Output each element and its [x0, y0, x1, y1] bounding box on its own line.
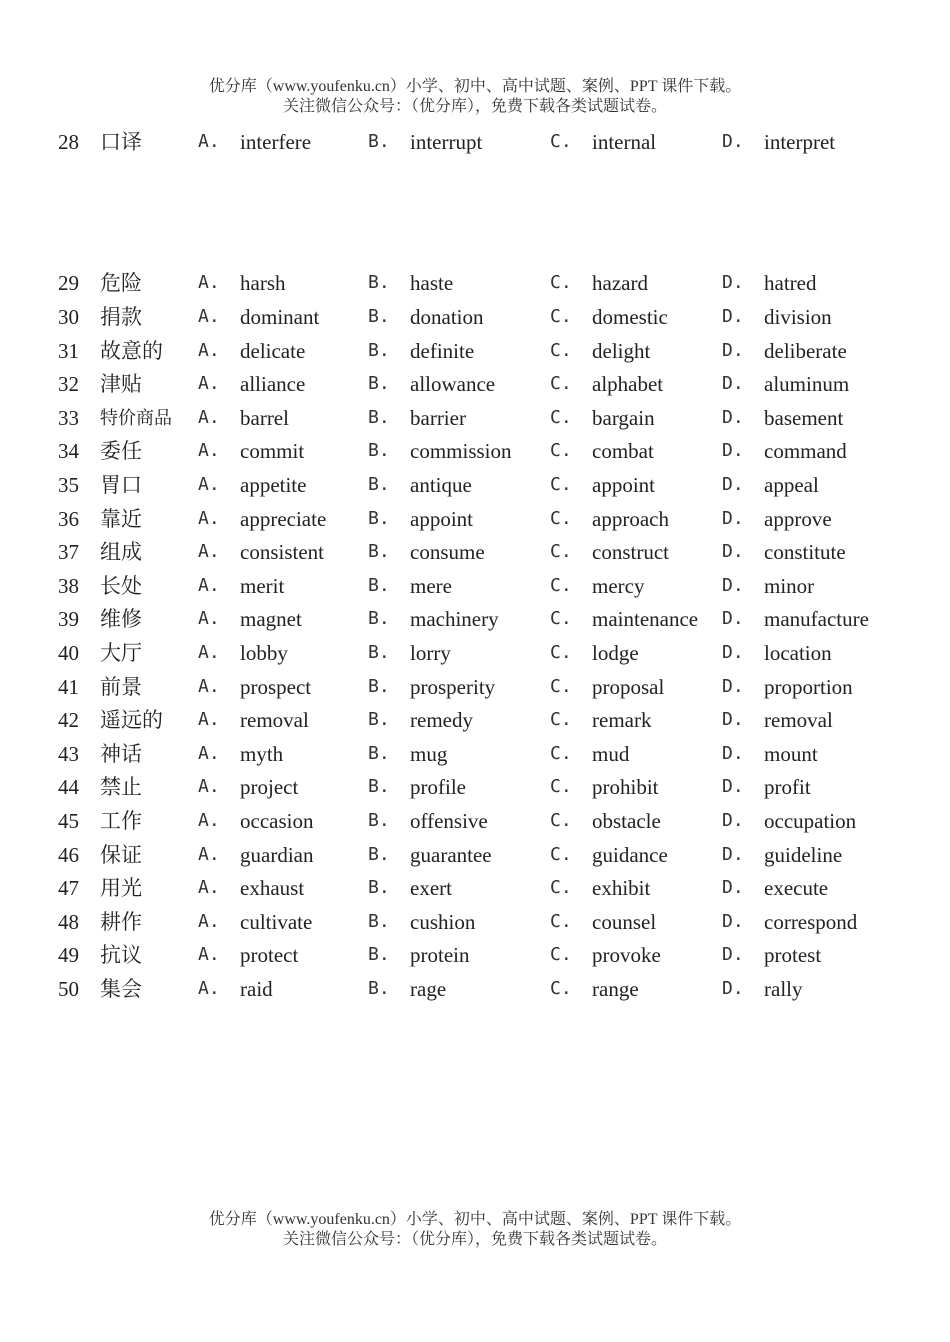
chinese-meaning: 抗议 [100, 943, 142, 968]
question-row-31 [0, 336, 950, 366]
option-a: project [240, 775, 299, 800]
header-line-2: 关注微信公众号：（优分库），免费下载各类试题试卷。 [282, 98, 667, 115]
chinese-meaning: 维修 [100, 607, 142, 632]
option-letter-a: A. [198, 910, 220, 932]
option-letter-a: A. [198, 877, 220, 899]
question-number: 46 [58, 842, 79, 867]
question-number: 47 [58, 876, 79, 901]
option-a: harsh [240, 271, 286, 295]
option-letter-d: D. [722, 507, 744, 529]
option-letter-c: C. [550, 642, 572, 663]
option-b: commission [410, 439, 512, 464]
question-row-35 [0, 470, 950, 500]
option-c: prohibit [592, 775, 659, 800]
option-letter-c: C. [550, 776, 572, 798]
option-letter-b: B. [368, 131, 390, 152]
option-letter-d: D. [722, 306, 744, 327]
option-letter-b: B. [368, 742, 390, 764]
option-letter-c: C. [550, 306, 572, 327]
question-row-37 [0, 537, 950, 567]
option-c: exhibit [592, 876, 651, 901]
option-b: barrier [410, 405, 466, 430]
option-a: merit [240, 573, 285, 598]
option-letter-a: A. [198, 642, 220, 663]
option-a: appreciate [240, 506, 327, 531]
option-d: deliberate [764, 338, 847, 363]
option-a: commit [240, 439, 305, 464]
option-b: protein [410, 943, 470, 968]
option-d: manufacture [764, 607, 869, 632]
option-letter-d: D. [722, 944, 744, 966]
option-letter-a: A. [198, 608, 220, 630]
option-c: range [592, 977, 639, 1001]
option-b: guarantee [410, 842, 492, 867]
question-number: 36 [58, 506, 79, 531]
option-c: counsel [592, 909, 657, 934]
option-c: combat [592, 439, 654, 464]
chinese-meaning: 前景 [100, 674, 142, 699]
option-letter-d: D. [722, 440, 744, 462]
question-row-33 [0, 403, 950, 433]
option-letter-b: B. [368, 910, 390, 932]
option-letter-a: A. [198, 709, 220, 731]
option-c: provoke [592, 943, 661, 968]
option-letter-c: C. [550, 675, 572, 697]
option-b: cushion [410, 909, 476, 934]
option-d: mount [764, 741, 818, 766]
option-letter-b: B. [368, 574, 390, 596]
option-d: correspond [764, 909, 858, 934]
option-a: dominant [240, 305, 320, 329]
chinese-meaning: 保证 [100, 842, 142, 867]
option-letter-b: B. [368, 272, 390, 293]
option-letter-c: C. [550, 910, 572, 932]
question-number: 31 [58, 338, 79, 363]
option-b: mere [410, 573, 452, 598]
option-letter-d: D. [722, 131, 744, 152]
chinese-meaning: 长处 [100, 573, 142, 598]
chinese-meaning: 集会 [100, 977, 142, 1001]
option-letter-d: D. [722, 709, 744, 731]
option-letter-b: B. [368, 474, 390, 495]
option-letter-a: A. [198, 272, 220, 293]
option-c: domestic [592, 305, 668, 329]
question-row-36 [0, 504, 950, 534]
option-letter-d: D. [722, 642, 744, 663]
option-letter-a: A. [198, 843, 220, 865]
question-row-42 [0, 705, 950, 735]
option-letter-c: C. [550, 843, 572, 865]
option-letter-b: B. [368, 776, 390, 798]
question-number: 38 [58, 573, 79, 598]
option-letter-d: D. [722, 843, 744, 865]
option-d: removal [764, 708, 833, 733]
question-row-41 [0, 672, 950, 702]
option-letter-c: C. [550, 440, 572, 462]
question-row-49 [0, 940, 950, 970]
option-letter-c: C. [550, 339, 572, 361]
option-b: appoint [410, 506, 473, 531]
option-letter-b: B. [368, 978, 390, 999]
option-letter-a: A. [198, 474, 220, 495]
option-a: removal [240, 708, 309, 733]
question-number: 50 [58, 977, 79, 1001]
option-b: donation [410, 305, 484, 329]
option-b: machinery [410, 607, 499, 632]
option-c: appoint [592, 473, 655, 497]
option-letter-c: C. [550, 131, 572, 152]
question-row-38 [0, 571, 950, 601]
option-b: exert [410, 876, 452, 901]
option-letter-d: D. [722, 574, 744, 596]
chinese-meaning: 故意的 [100, 338, 163, 363]
footer-line-2: 关注微信公众号：（优分库），免费下载各类试题试卷。 [282, 1231, 667, 1248]
option-d: appeal [764, 473, 819, 497]
option-d: aluminum [764, 372, 850, 397]
question-number: 43 [58, 741, 79, 766]
option-letter-b: B. [368, 944, 390, 966]
option-letter-a: A. [198, 675, 220, 697]
question-row-30 [0, 302, 950, 332]
option-letter-d: D. [722, 742, 744, 764]
option-a: lobby [240, 641, 288, 665]
option-letter-d: D. [722, 541, 744, 563]
option-c: mud [592, 741, 630, 766]
option-c: guidance [592, 842, 668, 867]
question-number: 35 [58, 473, 79, 497]
chinese-meaning: 工作 [100, 809, 142, 833]
option-letter-b: B. [368, 541, 390, 563]
option-d: hatred [764, 271, 817, 295]
option-c: lodge [592, 641, 639, 665]
option-letter-d: D. [722, 608, 744, 630]
option-d: proportion [764, 674, 853, 699]
question-row-29 [0, 268, 950, 298]
chinese-meaning: 禁止 [100, 775, 142, 800]
chinese-meaning: 大厅 [100, 641, 142, 665]
option-c: hazard [592, 271, 648, 295]
option-letter-a: A. [198, 406, 220, 428]
option-letter-d: D. [722, 675, 744, 697]
question-row-50 [0, 974, 950, 1004]
option-a: prospect [240, 674, 312, 699]
option-letter-d: D. [722, 373, 744, 395]
option-letter-c: C. [550, 810, 572, 831]
option-letter-c: C. [550, 541, 572, 563]
question-number: 28 [58, 130, 79, 154]
option-d: execute [764, 876, 829, 901]
option-a: myth [240, 741, 284, 766]
chinese-meaning: 用光 [100, 876, 142, 901]
option-b: offensive [410, 809, 488, 833]
option-letter-a: A. [198, 440, 220, 462]
option-d: command [764, 439, 847, 464]
option-letter-a: A. [198, 978, 220, 999]
question-row-43 [0, 739, 950, 769]
question-number: 44 [58, 775, 79, 800]
chinese-meaning: 津贴 [100, 372, 142, 397]
option-b: prosperity [410, 674, 496, 699]
question-number: 48 [58, 909, 79, 934]
option-c: maintenance [592, 607, 699, 632]
chinese-meaning: 胃口 [100, 473, 142, 497]
option-a: interfere [240, 130, 312, 154]
option-d: location [764, 641, 832, 665]
option-a: exhaust [240, 876, 305, 901]
option-c: mercy [592, 573, 645, 598]
option-a: raid [240, 977, 273, 1001]
option-letter-a: A. [198, 373, 220, 395]
option-c: internal [592, 130, 657, 154]
header-line-1: 优分库（www.youfenku.cn）小学、初中、高中试题、案例、PPT 课件下载。 [208, 78, 742, 95]
chinese-meaning: 委任 [100, 439, 142, 464]
option-d: guideline [764, 842, 843, 867]
question-number: 29 [58, 271, 79, 295]
option-letter-d: D. [722, 406, 744, 428]
option-a: protect [240, 943, 299, 968]
option-letter-d: D. [722, 339, 744, 361]
option-d: division [764, 305, 832, 329]
option-d: approve [764, 506, 832, 531]
question-row-28 [0, 127, 950, 157]
option-c: delight [592, 338, 651, 363]
option-letter-a: A. [198, 541, 220, 563]
option-letter-b: B. [368, 306, 390, 327]
option-letter-a: A. [198, 776, 220, 798]
option-c: obstacle [592, 809, 661, 833]
question-row-47 [0, 873, 950, 903]
option-d: minor [764, 573, 815, 598]
chinese-meaning: 口译 [100, 130, 142, 154]
option-b: mug [410, 741, 448, 766]
option-letter-b: B. [368, 406, 390, 428]
option-c: bargain [592, 405, 655, 430]
option-d: basement [764, 405, 844, 430]
option-b: antique [410, 473, 472, 497]
option-letter-c: C. [550, 272, 572, 293]
option-letter-c: C. [550, 574, 572, 596]
page-footer [0, 1210, 950, 1250]
question-row-34 [0, 436, 950, 466]
option-letter-b: B. [368, 373, 390, 395]
option-letter-a: A. [198, 742, 220, 764]
option-c: approach [592, 506, 669, 531]
question-row-44 [0, 772, 950, 802]
option-letter-a: A. [198, 574, 220, 596]
question-row-46 [0, 840, 950, 870]
option-a: occasion [240, 809, 314, 833]
option-letter-c: C. [550, 507, 572, 529]
question-number: 32 [58, 372, 79, 397]
option-a: guardian [240, 842, 314, 867]
option-c: alphabet [592, 372, 664, 397]
option-d: protest [764, 943, 822, 968]
option-d: interpret [764, 130, 836, 154]
option-letter-d: D. [722, 474, 744, 495]
option-letter-d: D. [722, 910, 744, 932]
option-letter-a: A. [198, 810, 220, 831]
option-letter-d: D. [722, 810, 744, 831]
option-letter-c: C. [550, 944, 572, 966]
option-letter-a: A. [198, 944, 220, 966]
option-letter-b: B. [368, 608, 390, 630]
option-b: profile [410, 775, 466, 800]
option-b: lorry [410, 641, 451, 665]
option-letter-d: D. [722, 877, 744, 899]
option-letter-c: C. [550, 877, 572, 899]
question-number: 41 [58, 674, 79, 699]
question-number: 49 [58, 943, 79, 968]
option-b: interrupt [410, 130, 483, 154]
option-b: definite [410, 338, 475, 363]
option-letter-a: A. [198, 306, 220, 327]
option-letter-b: B. [368, 339, 390, 361]
option-a: barrel [240, 405, 289, 430]
chinese-meaning: 靠近 [100, 506, 142, 531]
option-letter-b: B. [368, 440, 390, 462]
option-a: delicate [240, 338, 306, 363]
option-letter-b: B. [368, 507, 390, 529]
chinese-meaning: 遥远的 [100, 708, 163, 733]
option-d: rally [764, 977, 803, 1001]
option-letter-a: A. [198, 507, 220, 529]
option-c: remark [592, 708, 652, 733]
option-letter-b: B. [368, 877, 390, 899]
option-letter-b: B. [368, 810, 390, 831]
option-a: cultivate [240, 909, 313, 934]
option-b: remedy [410, 708, 473, 733]
option-letter-b: B. [368, 675, 390, 697]
question-number: 40 [58, 641, 79, 665]
option-letter-d: D. [722, 978, 744, 999]
option-letter-d: D. [722, 272, 744, 293]
question-number: 33 [58, 405, 79, 430]
option-letter-b: B. [368, 709, 390, 731]
option-a: magnet [240, 607, 302, 632]
question-number: 34 [58, 439, 79, 464]
option-letter-c: C. [550, 406, 572, 428]
option-a: appetite [240, 473, 307, 497]
question-number: 45 [58, 809, 79, 833]
question-number: 42 [58, 708, 79, 733]
option-letter-a: A. [198, 339, 220, 361]
chinese-meaning: 特价商品 [100, 407, 172, 428]
option-d: constitute [764, 540, 846, 565]
question-number: 39 [58, 607, 79, 632]
footer-line-1: 优分库（www.youfenku.cn）小学、初中、高中试题、案例、PPT 课件下载。 [208, 1211, 742, 1228]
option-letter-d: D. [722, 776, 744, 798]
option-letter-a: A. [198, 131, 220, 152]
question-row-40 [0, 638, 950, 668]
option-b: allowance [410, 372, 496, 397]
question-row-48 [0, 907, 950, 937]
option-letter-c: C. [550, 608, 572, 630]
chinese-meaning: 捐款 [100, 305, 142, 329]
option-a: alliance [240, 372, 306, 397]
question-row-32 [0, 369, 950, 399]
option-a: consistent [240, 540, 324, 565]
option-b: consume [410, 540, 485, 565]
chinese-meaning: 神话 [100, 741, 142, 766]
option-letter-c: C. [550, 742, 572, 764]
question-row-45 [0, 806, 950, 836]
option-d: occupation [764, 809, 857, 833]
chinese-meaning: 耕作 [100, 909, 142, 934]
option-letter-b: B. [368, 642, 390, 663]
chinese-meaning: 组成 [100, 540, 142, 565]
option-c: proposal [592, 674, 665, 699]
option-letter-c: C. [550, 373, 572, 395]
option-letter-c: C. [550, 709, 572, 731]
question-row-39 [0, 604, 950, 634]
question-number: 37 [58, 540, 79, 565]
option-d: profit [764, 775, 811, 800]
option-b: haste [410, 271, 454, 295]
question-number: 30 [58, 305, 79, 329]
option-c: construct [592, 540, 669, 565]
option-b: rage [410, 977, 447, 1001]
option-letter-b: B. [368, 843, 390, 865]
chinese-meaning: 危险 [100, 271, 142, 295]
option-letter-c: C. [550, 978, 572, 999]
option-letter-c: C. [550, 474, 572, 495]
